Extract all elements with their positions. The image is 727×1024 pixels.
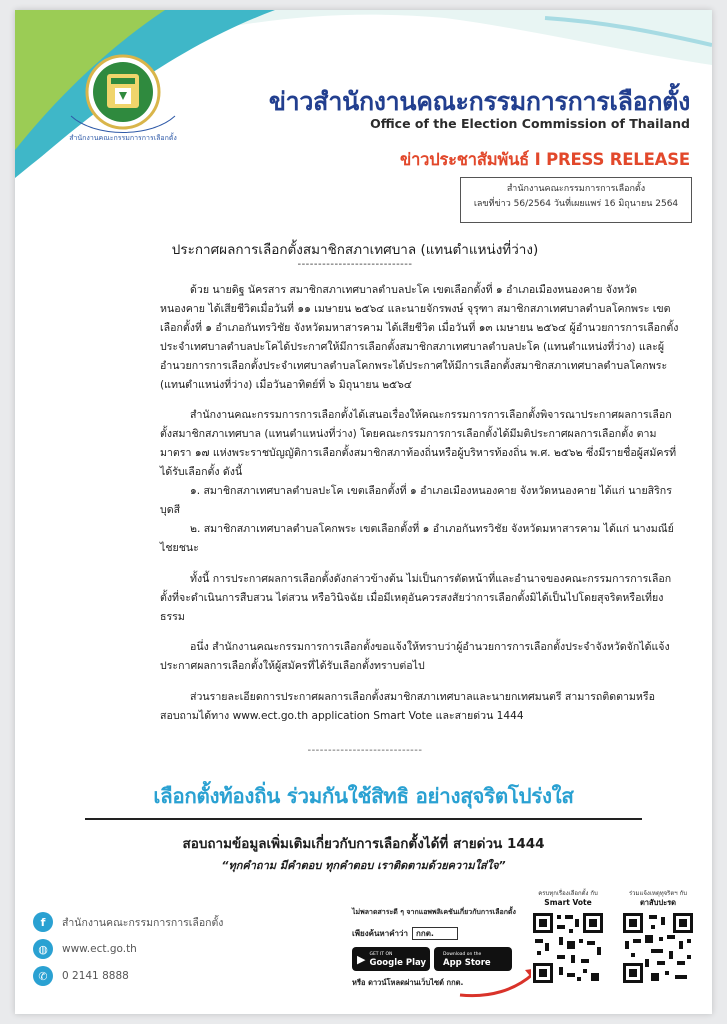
search-label: เพียงค้นหาคำว่า	[352, 929, 409, 938]
reference-org: สำนักงานคณะกรรมการการเลือกตั้ง	[506, 184, 646, 194]
press-release-page	[15, 10, 712, 1014]
svg-text:สำนักงานคณะกรรมการการเลือกตั้ง: สำนักงานคณะกรรมการการเลือกตั้ง	[69, 134, 177, 142]
org-title-thai: ข่าวสำนักงานคณะกรรมการการเลือกตั้ง	[268, 87, 690, 116]
logo-caption-text	[65, 110, 181, 144]
headline-divider: ----------------------------	[297, 259, 413, 270]
press-release-label: ข่าวประชาสัมพันธ์ I PRESS RELEASE	[400, 150, 690, 169]
app-heading: ไม่พลาดสาระดี ๆ จากแอพพลิเคชันเกี่ยวกับการเลือกตั้ง	[352, 908, 516, 916]
phone-contact[interactable]	[33, 966, 129, 986]
qr-code-icon	[531, 911, 605, 985]
paragraph-1: ด้วย นายดิฐ นัครสาร สมาชิกสภาเทศบาลตำบลปะโค เขตเลือกตั้งที่ ๑ อำเภอเมืองหนองคาย จังหวัดหนองคาย ได้เสียชีวิตเมื่อวันที่ ๑๑ เมษายน ๒๕๖๔ และนายจักรพงษ์ จุรุฑา สมาชิกสภาเทศบาลตำบลโคกพระ เขตเลือกตั้งที่ ๑ อำเภอกันทรวิชัย จังหวัดมหาสารคาม ได้เสียชีวิต เมื่อวันที่ ๑๓ เมษายน ๒๕๖๔ ผู้อำนวยการการเลือกตั้งประจำเทศบาลตำบลปะโคได้ประกาศให้มีการเลือกตั้งสมาชิกสภาเทศบาลตำบลปะโค (แทนตำแหน่งที่ว่าง) และผู้อำนวยการการเลือกตั้งประจำเทศบาลตำบลโคกพระได้ประกาศให้มีการเลือกตั้งสมาชิกสภาเทศบาลตำบลโคกพระ (แทนตำแหน่งที่ว่าง) เมื่อวันอาทิตย์ที่ ๖ มิถุนายน ๒๕๖๔	[160, 284, 679, 391]
phone-label: 0 2141 8888	[62, 970, 129, 982]
qr-code-icon	[621, 911, 695, 985]
facebook-icon: f	[33, 912, 53, 932]
article-headline: ประกาศผลการเลือกตั้งสมาชิกสภาเทศบาล (แทนตำแหน่งที่ว่าง)	[171, 242, 539, 258]
org-title-english: Office of the Election Commission of Thailand	[370, 116, 690, 131]
qr2-caption: ร่วมแจ้งเหตุทุจริตฯ กับ	[628, 890, 688, 897]
hotline-tagline: “ทุกคำถาม มีคำตอบ ทุกคำตอบ เราติดตามด้วยความใส่ใจ”	[221, 859, 506, 872]
result-item-2: ๒. สมาชิกสภาเทศบาลตำบลโคกพระ เขตเลือกตั้งที่ ๑ อำเภอกันทรวิชัย จังหวัดมหาสารคาม ได้แก่ นางมณีย์ ไชยชนะ	[160, 522, 674, 554]
tasapparod-qr[interactable]	[618, 890, 698, 989]
paragraph-4: อนึ่ง สำนักงานคณะกรรมการการเลือกตั้งขอแจ้งให้ทราบว่าผู้อำนวยการการเลือกตั้งประจำจังหวัดจักได้แจ้งประกาศผลการเลือกตั้งให้ผู้สมัครที่ได้รับเลือกตั้งทราบต่อไป	[160, 641, 670, 673]
phone-icon: ✆	[33, 966, 53, 986]
paragraph-3: ทั้งนี้ การประกาศผลการเลือกตั้งดังกล่าวข้างต้น ไม่เป็นการตัดหน้าที่และอำนาจของคณะกรรมการการเลือกตั้งที่จะดำเนินการสืบสวน ไต่สวน หรือวินิจฉัย เมื่อมีเหตุอันควรสงสัยว่าการเลือกตั้งมิได้เป็นไปโดยสุจริตหรือเที่ยงธรรม	[160, 572, 672, 623]
google-play-label: Google Play	[369, 958, 427, 968]
play-icon: ▶	[357, 952, 366, 966]
website-contact[interactable]	[33, 939, 137, 959]
reference-box	[460, 177, 692, 223]
qr1-title: Smart Vote	[544, 898, 592, 907]
hotline-text: สอบถามข้อมูลเพิ่มเติมเกี่ยวกับการเลือกตั้งได้ที่ สายด่วน 1444	[182, 836, 545, 852]
end-divider: ----------------------------	[307, 745, 423, 756]
website-label: www.ect.go.th	[62, 943, 137, 955]
app-store-small: Download on the	[443, 952, 482, 957]
paragraph-5: ส่วนรายละเอียดการประกาศผลการเลือกตั้งสมาชิกสภาเทศบาลและนายกเทศมนตรี สามารถติดตามหรือสอบถามได้ทาง www.ect.go.th application Smart Vote และสายด่วน 1444	[160, 691, 655, 723]
google-play-small: GET IT ON	[369, 952, 393, 957]
result-item-1: ๑. สมาชิกสภาเทศบาลตำบลปะโค เขตเลือกตั้งที่ ๑ อำเภอเมืองหนองคาย จังหวัดหนองคาย ได้แก่ นายสิริกร บุดสี	[160, 485, 672, 516]
qr2-title: ตาสับปะรด	[639, 898, 677, 907]
search-keyword-box: กกต.	[412, 927, 458, 940]
qr1-caption: ครบทุกเรื่องเลือกตั้ง กับ	[538, 890, 598, 897]
globe-icon: ◍	[33, 939, 53, 959]
app-store-label: App Store	[443, 958, 491, 968]
campaign-rule	[85, 818, 642, 820]
app-search-row	[352, 927, 527, 940]
google-play-button[interactable]	[352, 947, 430, 971]
paragraph-2: สำนักงานคณะกรรมการการเลือกตั้งได้เสนอเรื่องให้คณะกรรมการการเลือกตั้งพิจารณาประกาศผลการเลือกตั้งสมาชิกสภาเทศบาล (แทนตำแหน่งที่ว่าง) โดยคณะกรรมการการเลือกตั้งได้มีมติประกาศผลการเลือกตั้ง ตามมาตรา ๑๗ แห่งพระราชบัญญัติการเลือกตั้งสมาชิกสภาท้องถิ่นหรือผู้บริหารท้องถิ่น พ.ศ. ๒๕๖๒ ซึ่งมีรายชื่อผู้สมัครที่ได้รับเลือกตั้ง ดังนี้	[160, 409, 677, 479]
article-body	[160, 281, 680, 726]
campaign-slogan: เลือกตั้งท้องถิ่น ร่วมกันใช้สิทธิ อย่างสุจริตโปร่งใส	[153, 784, 574, 808]
web-download-note: หรือ ดาวน์โหลดผ่านเว็บไซต์ กกต.	[352, 978, 464, 987]
smart-vote-qr[interactable]	[528, 890, 608, 989]
facebook-label: สำนักงานคณะกรรมการการเลือกตั้ง	[62, 916, 224, 929]
reference-number-date: เลขที่ข่าว 56/2564 วันที่เผยแพร่ 16 มิถุนายน 2564	[473, 199, 679, 209]
facebook-contact[interactable]	[33, 912, 223, 932]
